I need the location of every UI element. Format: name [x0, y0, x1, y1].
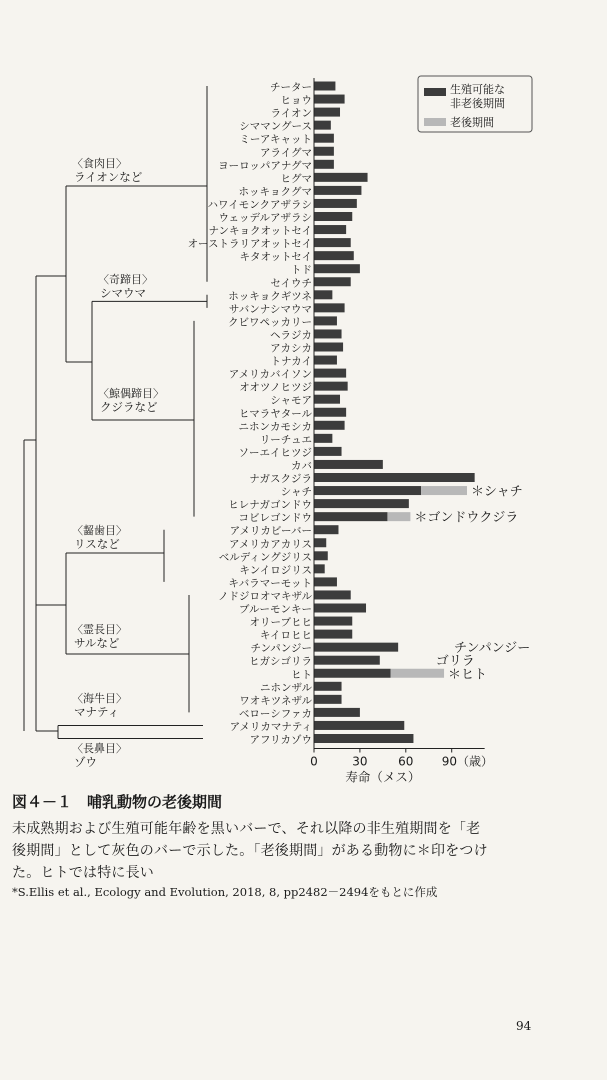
category-label: オリーブヒヒ	[249, 616, 312, 629]
bar-reproductive	[314, 564, 325, 573]
figure-title: 図４－１ 哺乳動物の老後期間	[12, 793, 223, 811]
bar-reproductive	[314, 473, 475, 482]
category-label: ヘラジカ	[270, 329, 312, 342]
category-label: シャモア	[270, 394, 312, 407]
bar-reproductive	[314, 460, 383, 469]
bar-reproductive	[314, 734, 413, 743]
category-label: トナカイ	[270, 355, 312, 368]
bar-post-reproductive	[421, 486, 467, 495]
clade-order-label: 〈霊長目〉	[72, 623, 127, 636]
bar-reproductive	[314, 643, 398, 652]
category-label: キタオットセイ	[239, 251, 312, 264]
category-label: ナンキョクオットセイ	[208, 225, 312, 238]
category-label: ライオン	[270, 107, 312, 120]
category-label: ホッキョクギツネ	[228, 290, 312, 303]
category-label: アメリカマナティ	[229, 720, 312, 733]
bar-reproductive	[314, 264, 360, 273]
category-label: チーター	[270, 81, 312, 94]
category-label: アカシカ	[270, 342, 312, 355]
category-label: クビワペッカリー	[228, 316, 312, 329]
category-label: チンパンジー	[250, 642, 312, 655]
clade-order-label: 〈奇蹄目〉	[98, 273, 153, 286]
x-tick-label: 30	[352, 754, 368, 769]
clade-example-label: リスなど	[74, 537, 120, 551]
bar-reproductive	[314, 695, 342, 704]
bar-reproductive	[314, 356, 337, 365]
bar-reproductive	[314, 721, 404, 730]
category-label: ウェッデルアザラシ	[218, 212, 312, 224]
category-label: オオツノヒツジ	[239, 381, 312, 394]
bar-post-reproductive	[391, 669, 445, 678]
bar-reproductive	[314, 290, 332, 299]
figure-caption	[12, 818, 597, 884]
x-tick-label: 0	[310, 754, 318, 769]
bar-reproductive	[314, 525, 338, 534]
page-number: 94	[516, 1019, 532, 1033]
clade-order-label: 〈長鼻目〉	[72, 742, 127, 755]
clade-order-label: 〈海牛目〉	[72, 692, 127, 705]
category-label: ハワイモンクアザラシ	[207, 198, 312, 211]
category-label: ナガスクジラ	[249, 473, 312, 485]
x-tick-label: 90（歳）	[441, 754, 493, 769]
bar-reproductive	[314, 434, 332, 443]
category-label: シママングース	[239, 120, 312, 133]
bar-reproductive	[314, 656, 380, 665]
legend-label: 老後期間	[450, 116, 494, 129]
category-label: キンイロジリス	[239, 564, 312, 577]
category-label: ベローシファカ	[238, 707, 312, 720]
bar-reproductive	[314, 212, 352, 221]
x-axis-label: 寿命（メス）	[345, 769, 421, 785]
category-label: アメリカアカリス	[229, 538, 312, 551]
clade-example-label: ライオンなど	[74, 170, 143, 184]
clade-example-label: マナティ	[74, 705, 120, 719]
bar-reproductive	[314, 682, 342, 691]
bar-reproductive	[314, 121, 331, 130]
bar-reproductive	[314, 108, 340, 117]
clade-example-label: クジラなど	[100, 400, 158, 414]
bar-reproductive	[314, 538, 326, 547]
category-label: アライグマ	[260, 146, 312, 159]
annotation-label: ゴリラ	[435, 654, 475, 670]
clade-example-label: シマウマ	[100, 286, 146, 300]
bar-reproductive	[314, 382, 348, 391]
category-label: キイロヒヒ	[259, 629, 312, 642]
bar-reproductive	[314, 421, 345, 430]
category-label: アメリカバイソン	[228, 368, 312, 381]
category-label: キバラマーモット	[228, 577, 312, 590]
annotation-label: ＊シャチ	[471, 484, 523, 500]
bar-reproductive	[314, 499, 409, 508]
clade-order-label: 〈鯨偶蹄目〉	[98, 387, 164, 400]
bar-reproductive	[314, 134, 334, 143]
bar-reproductive	[314, 173, 368, 182]
bar-reproductive	[314, 551, 328, 560]
category-label: ヒグマ	[280, 172, 312, 185]
category-label: コビレゴンドウ	[238, 512, 312, 525]
bar-reproductive	[314, 512, 387, 521]
category-label: ヒト	[291, 668, 312, 681]
bar-reproductive	[314, 251, 354, 260]
bar-reproductive	[314, 577, 337, 586]
legend-swatch-post-reproductive	[424, 118, 446, 126]
bar-reproductive	[314, 708, 360, 717]
clade-example-label: ゾウ	[74, 755, 97, 769]
bar-reproductive	[314, 486, 421, 495]
category-label: リーチュエ	[259, 433, 312, 446]
clade-order-label: 〈齧歯目〉	[72, 524, 127, 537]
category-label: アメリカビーバー	[229, 525, 312, 538]
bar-reproductive	[314, 395, 340, 404]
legend-label: 非老後期間	[450, 97, 505, 110]
caption-line: 未成熟期および生殖可能年齢を黒いバーで、それ以降の非生殖期間を「老	[12, 821, 481, 837]
bar-reproductive	[314, 277, 351, 286]
bar-reproductive	[314, 82, 335, 91]
category-label: シャチ	[280, 486, 312, 499]
category-label: サバンナシマウマ	[228, 303, 312, 316]
category-label: ヒガシゴリラ	[249, 655, 312, 668]
category-label: セイウチ	[270, 277, 312, 290]
category-label: ホッキョクグマ	[238, 185, 312, 198]
category-label: ニホンカモシカ	[238, 420, 312, 433]
bar-reproductive	[314, 630, 352, 639]
bar-reproductive	[314, 669, 391, 678]
category-label: オーストラリアオットセイ	[187, 238, 312, 251]
caption-line: た。ヒトでは特に長い	[12, 865, 154, 881]
category-label: ヒレナガゴンドウ	[228, 499, 312, 512]
citation: *S.Ellis et al., Ecology and Evolution, 2018, 8, pp2482－2494をもとに作成	[12, 885, 438, 899]
bar-reproductive	[314, 343, 343, 352]
bar-post-reproductive	[387, 512, 410, 521]
annotation-label: ＊ヒト	[448, 667, 488, 683]
bar-reproductive	[314, 329, 342, 338]
category-label: ミーアキャット	[239, 133, 312, 146]
bar-reproductive	[314, 147, 334, 156]
category-label: トド	[291, 264, 312, 277]
bar-reproductive	[314, 408, 346, 417]
category-label: アフリカゾウ	[249, 734, 312, 746]
category-label: カバ	[291, 459, 312, 472]
category-label: ベルディングジリス	[218, 551, 312, 564]
bar-reproductive	[314, 160, 334, 169]
bar-reproductive	[314, 225, 346, 234]
bar-reproductive	[314, 590, 351, 599]
bar-reproductive	[314, 186, 361, 195]
bar-reproductive	[314, 447, 342, 456]
bar-reproductive	[314, 617, 352, 626]
category-label: ブルーモンキー	[238, 603, 312, 616]
annotation-label: チンパンジー	[454, 641, 531, 657]
clade-order-label: 〈食肉目〉	[72, 157, 127, 170]
bar-reproductive	[314, 199, 357, 208]
category-label: ワオキツネザル	[239, 694, 312, 707]
category-label: ヒマラヤタール	[238, 407, 312, 420]
bar-reproductive	[314, 316, 337, 325]
bar-reproductive	[314, 303, 345, 312]
caption-line: 後期間」として灰色のバーで示した。「老後期間」がある動物に＊印をつけ	[12, 843, 488, 859]
category-label: ニホンザル	[260, 681, 312, 694]
bar-reproductive	[314, 369, 346, 378]
clade-example-label: サルなど	[74, 636, 120, 650]
bar-reproductive	[314, 95, 345, 104]
x-tick-label: 60	[398, 754, 414, 769]
legend-swatch-reproductive	[424, 88, 446, 96]
category-label: ヨーロッパアナグマ	[218, 159, 312, 172]
bar-reproductive	[314, 604, 366, 613]
annotation-label: ＊ゴンドウクジラ	[414, 510, 519, 526]
category-label: ノドジロオマキザル	[218, 590, 312, 603]
bar-reproductive	[314, 238, 351, 247]
category-label: ソーエイヒツジ	[238, 446, 312, 459]
category-label: ヒョウ	[280, 94, 312, 107]
legend-label: 生殖可能な	[450, 83, 505, 96]
